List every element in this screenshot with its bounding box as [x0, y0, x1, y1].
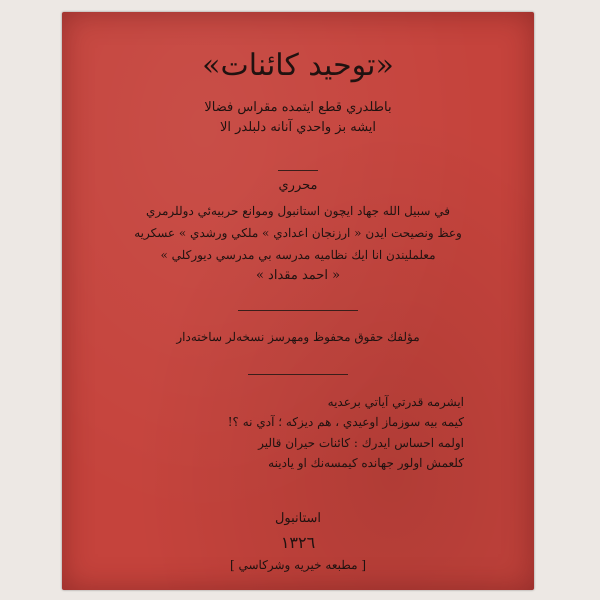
publication-city: استانبول: [274, 511, 322, 526]
poem-line-3: اولمه احساس ايدرك : كائنات حيران قالير: [258, 436, 464, 450]
author-name: « احمد مقداد »: [255, 268, 341, 283]
subtitle-line-1: باطلدري قطع ايتمده مقراس فضالا: [204, 100, 392, 115]
author-label: محرري: [278, 178, 318, 193]
subtitle-line-2: ايشه بز واحدي آنانه دلبلدر الا: [219, 120, 377, 135]
book-cover: [62, 12, 534, 590]
printing-press: [ مطبعه خيريه وشركاسي ]: [229, 558, 367, 572]
copyright-notice: مؤلفك حقوق محفوظ ومهرسز نسخه‌لر ساخته‌دار: [176, 330, 420, 344]
divider-rule: [238, 310, 358, 311]
divider-rule: [278, 170, 318, 171]
publication-year: ١٣٢٦: [280, 533, 316, 552]
poem-line-4: كلعمش اولور جهانده كيمسه‌نك او يادينه: [268, 456, 464, 470]
author-description-line-3: معلمليندن انا ايك نظاميه مدرسه بي مدرسي ديوركلي »: [160, 248, 436, 262]
poem-line-1: ايشرمه قدرتي آياتي برعديه: [327, 395, 464, 409]
book-title: «توحيد كائنات»: [202, 48, 394, 83]
divider-rule: [248, 374, 348, 375]
poem-line-2: كيمه بيه سوزماز اوعيدي ، هم ديزكه ؛ آدي نه ؟!: [227, 415, 464, 429]
author-description-line-2: وعظ ونصيحت ايدن « ارزنجان اعدادي » ملكي ورشدي » عسكريه: [134, 226, 462, 240]
author-description-line-1: في سبيل الله جهاد ايچون استانبول وموانع حربيه‌ئي دوللرمري: [145, 204, 451, 218]
